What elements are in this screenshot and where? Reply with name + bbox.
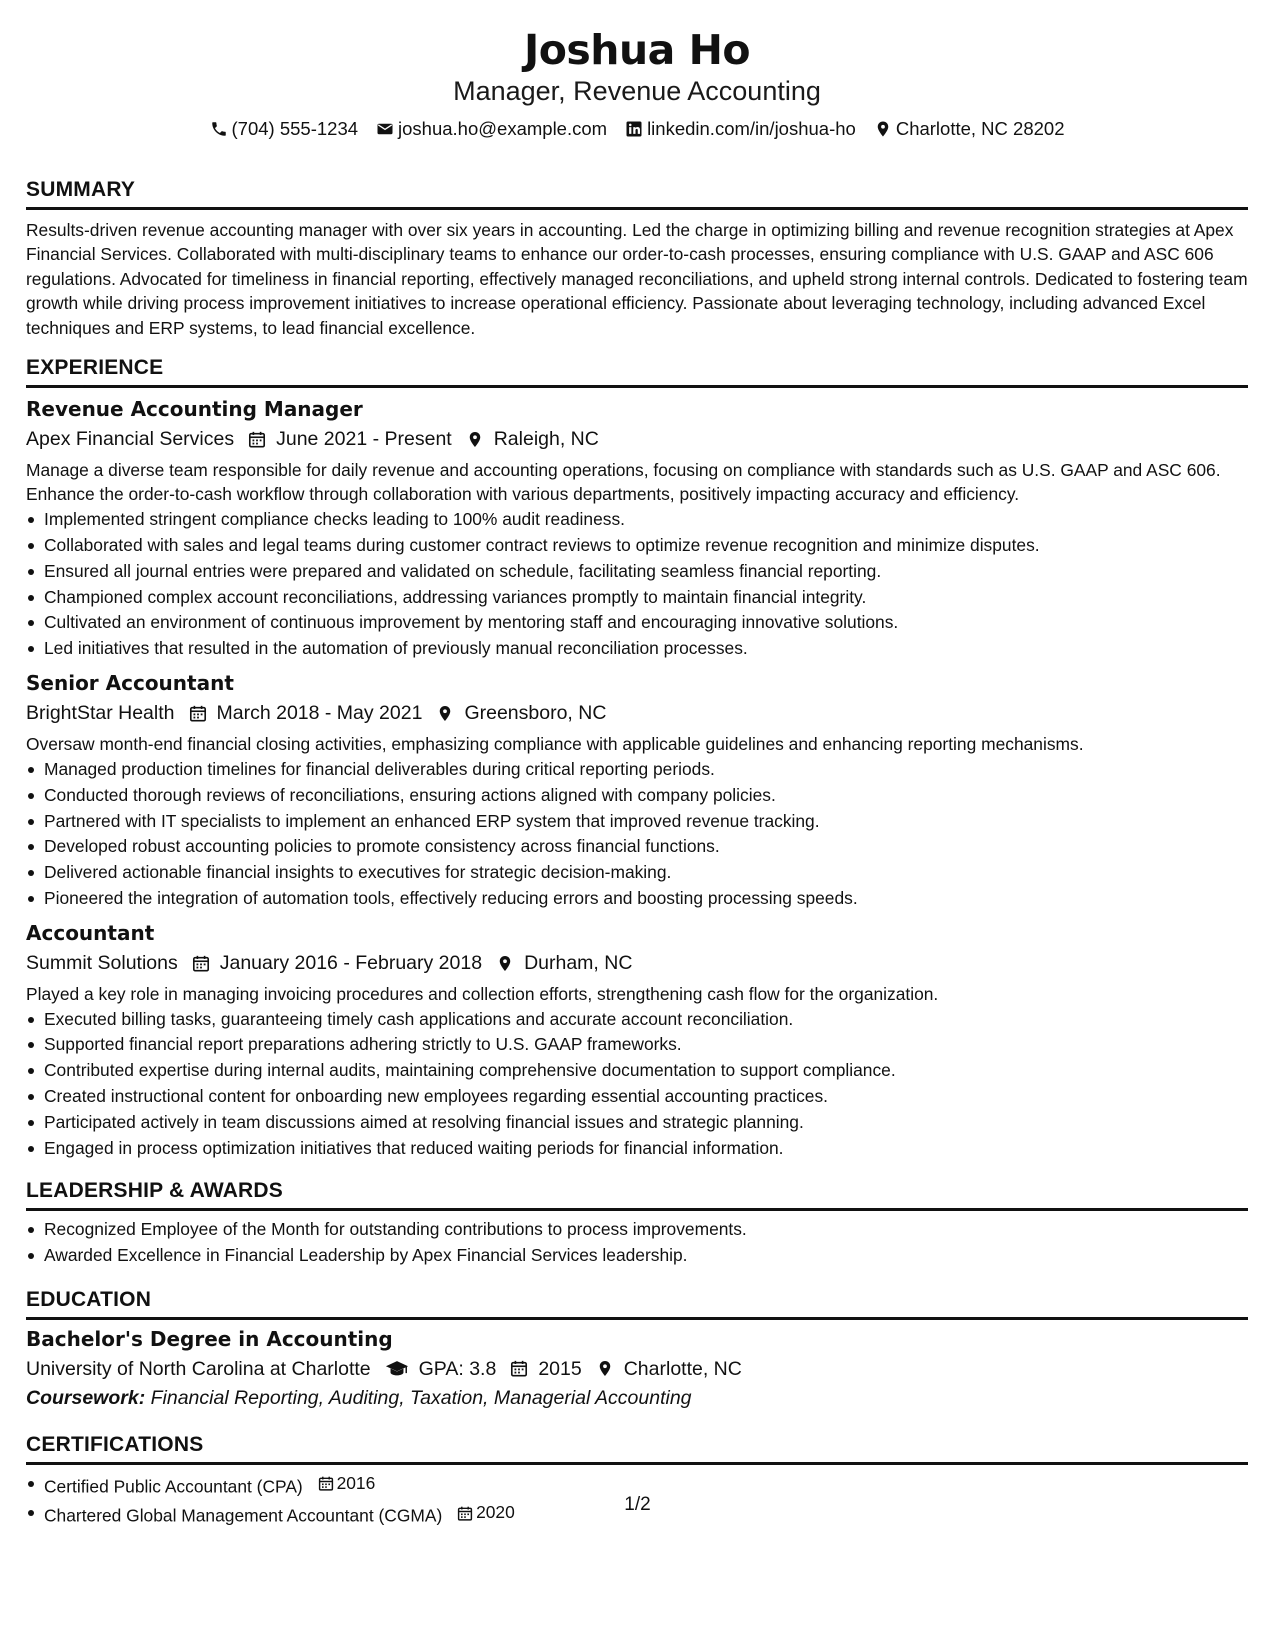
phone-icon (210, 120, 228, 138)
calendar-icon (192, 954, 210, 973)
resume-page (26, 0, 1248, 1530)
linkedin-text: linkedin.com/in/joshua-ho (647, 118, 856, 139)
phone-text: (704) 555-1234 (231, 118, 359, 139)
school-name: University of North Carolina at Charlotte (26, 1357, 371, 1380)
linkedin-icon (625, 120, 643, 138)
job-entry (26, 394, 1248, 662)
job-title: Revenue Accounting Manager (26, 397, 363, 422)
education-meta (26, 1354, 1248, 1384)
coursework-label: Coursework: (26, 1386, 146, 1409)
resume-header (26, 26, 1248, 142)
map-pin-icon (874, 120, 892, 138)
list-item: Participated actively in team discussions aimed at resolving financial issues and strategic planning. (44, 1110, 1248, 1136)
list-item: Contributed expertise during internal audits, maintaining comprehensive documentation to support compliance. (44, 1058, 1248, 1084)
list-item: Created instructional content for onboarding new employees regarding essential accounting practices. (44, 1084, 1248, 1110)
job-company: Apex Financial Services (26, 428, 235, 451)
job-bullets (26, 757, 1248, 912)
cert-year: 2020 (476, 1502, 515, 1523)
map-pin-icon (496, 954, 514, 973)
job-meta (26, 948, 1248, 978)
list-item: Pioneered the integration of automation tools, effectively reducing errors and boosting processing speeds. (44, 886, 1248, 912)
experience-section (26, 354, 1248, 1162)
contact-linkedin[interactable] (625, 116, 856, 142)
calendar-icon (510, 1359, 528, 1378)
job-description: Manage a diverse team responsible for daily revenue and accounting operations, focusing on compliance with standards such as U.S. GAAP and ASC 606. Enhance the order-to-cash workflow through collaboration with various departments, positively impacting accuracy and efficiency. (26, 460, 1221, 505)
graduation-year: 2015 (538, 1357, 582, 1380)
cert-name: Certified Public Accountant (CPA) (44, 1476, 303, 1497)
candidate-title: Manager, Revenue Accounting (453, 76, 821, 106)
map-pin-icon (466, 430, 484, 449)
job-description: Oversaw month-end financial closing activities, emphasizing compliance with applicable guidelines and enhancing reporting mechanisms. (26, 734, 1084, 755)
calendar-icon (318, 1475, 334, 1492)
contact-row (26, 116, 1248, 142)
list-item: Supported financial report preparations adhering strictly to U.S. GAAP frameworks. (44, 1032, 1248, 1058)
job-title: Senior Accountant (26, 671, 234, 696)
list-item: Conducted thorough reviews of reconciliations, ensuring actions aligned with company policies. (44, 783, 1248, 809)
job-company: BrightStar Health (26, 702, 175, 725)
education-heading: EDUCATION (26, 1286, 1248, 1320)
list-item: Managed production timelines for financial deliverables during critical reporting periods. (44, 757, 1248, 783)
summary-heading: SUMMARY (26, 176, 1248, 210)
calendar-icon (189, 704, 207, 723)
coursework-text: Financial Reporting, Auditing, Taxation, Managerial Accounting (150, 1386, 692, 1409)
coursework-line (26, 1384, 1248, 1412)
graduation-cap-icon (385, 1359, 409, 1378)
list-item: Implemented stringent compliance checks leading to 100% audit readiness. (44, 507, 1248, 533)
job-meta (26, 424, 1248, 454)
job-location: Durham, NC (524, 952, 633, 975)
job-company: Summit Solutions (26, 952, 178, 975)
cert-year: 2016 (336, 1472, 376, 1493)
summary-section (26, 176, 1248, 340)
job-dates: June 2021 - Present (276, 428, 452, 451)
leadership-section (26, 1177, 1248, 1269)
contact-phone[interactable] (210, 116, 359, 142)
page-number: 1/2 (624, 1494, 651, 1515)
envelope-icon (376, 120, 394, 138)
job-meta (26, 698, 1248, 728)
degree-title: Bachelor's Degree in Accounting (26, 1326, 393, 1351)
education-section (26, 1286, 1248, 1412)
contact-email[interactable] (376, 116, 607, 142)
contact-location (874, 116, 1065, 142)
map-pin-icon (436, 704, 454, 723)
job-entry (26, 668, 1248, 912)
experience-heading: EXPERIENCE (26, 354, 1248, 388)
school-location: Charlotte, NC (623, 1357, 742, 1380)
job-bullets (26, 507, 1248, 662)
cert-name: Chartered Global Management Accountant (CGMA) (44, 1505, 443, 1526)
list-item: Collaborated with sales and legal teams during customer contract reviews to optimize revenue recognition and minimize disputes. (44, 533, 1248, 559)
list-item: Championed complex account reconciliations, addressing variances promptly to maintain financial integrity. (44, 585, 1248, 611)
gpa-text: GPA: 3.8 (418, 1357, 497, 1380)
job-description: Played a key role in managing invoicing procedures and collection efforts, strengthening cash flow for the organization. (26, 984, 939, 1005)
calendar-icon (248, 430, 266, 449)
job-location: Greensboro, NC (464, 702, 607, 725)
job-dates: March 2018 - May 2021 (216, 702, 423, 725)
job-bullets (26, 1007, 1248, 1162)
map-pin-icon (596, 1359, 614, 1378)
list-item: Ensured all journal entries were prepared and validated on schedule, facilitating seamless financial reporting. (44, 559, 1248, 585)
list-item: Cultivated an environment of continuous improvement by mentoring staff and encouraging innovative solutions. (44, 610, 1248, 636)
leadership-bullets (26, 1217, 1248, 1269)
summary-text: Results-driven revenue accounting manager with over six years in accounting. Led the charge in optimizing billing and revenue recognition strategies at Apex Financial Services. Collaborated with multi-disciplinary teams to enhance our order-to-cash processes, ensuring compliance with U.S. GAAP and ASC 606 regulations. Advocated for timeliness in financial reporting, effectively managed reconciliations, and upheld strong internal controls. Dedicated to fostering team growth while driving process improvement initiatives to increase operational efficiency. Passionate about leveraging technology, including advanced Excel techniques and ERP systems, to lead financial excellence. (26, 220, 1248, 338)
job-entry (26, 918, 1248, 1162)
list-item: Partnered with IT specialists to implement an enhanced ERP system that improved revenue tracking. (44, 809, 1248, 835)
list-item: Recognized Employee of the Month for outstanding contributions to process improvements. (44, 1217, 1248, 1243)
list-item: Engaged in process optimization initiatives that reduced waiting periods for financial information. (44, 1136, 1248, 1162)
job-dates: January 2016 - February 2018 (219, 952, 483, 975)
candidate-name: Joshua Ho (523, 26, 751, 74)
email-text: joshua.ho@example.com (398, 118, 608, 139)
list-item: Led initiatives that resulted in the automation of previously manual reconciliation processes. (44, 636, 1248, 662)
leadership-heading: LEADERSHIP & AWARDS (26, 1177, 1248, 1211)
cert-date (318, 1471, 376, 1497)
location-text: Charlotte, NC 28202 (895, 118, 1065, 139)
job-location: Raleigh, NC (493, 428, 599, 451)
list-item: Delivered actionable financial insights to executives for strategic decision-making. (44, 860, 1248, 886)
list-item: Executed billing tasks, guaranteeing timely cash applications and accurate account reconciliation. (44, 1007, 1248, 1033)
list-item: Developed robust accounting policies to promote consistency across financial functions. (44, 834, 1248, 860)
job-title: Accountant (26, 921, 155, 946)
list-item: Awarded Excellence in Financial Leadership by Apex Financial Services leadership. (44, 1243, 1248, 1269)
certifications-heading: CERTIFICATIONS (26, 1431, 1248, 1465)
